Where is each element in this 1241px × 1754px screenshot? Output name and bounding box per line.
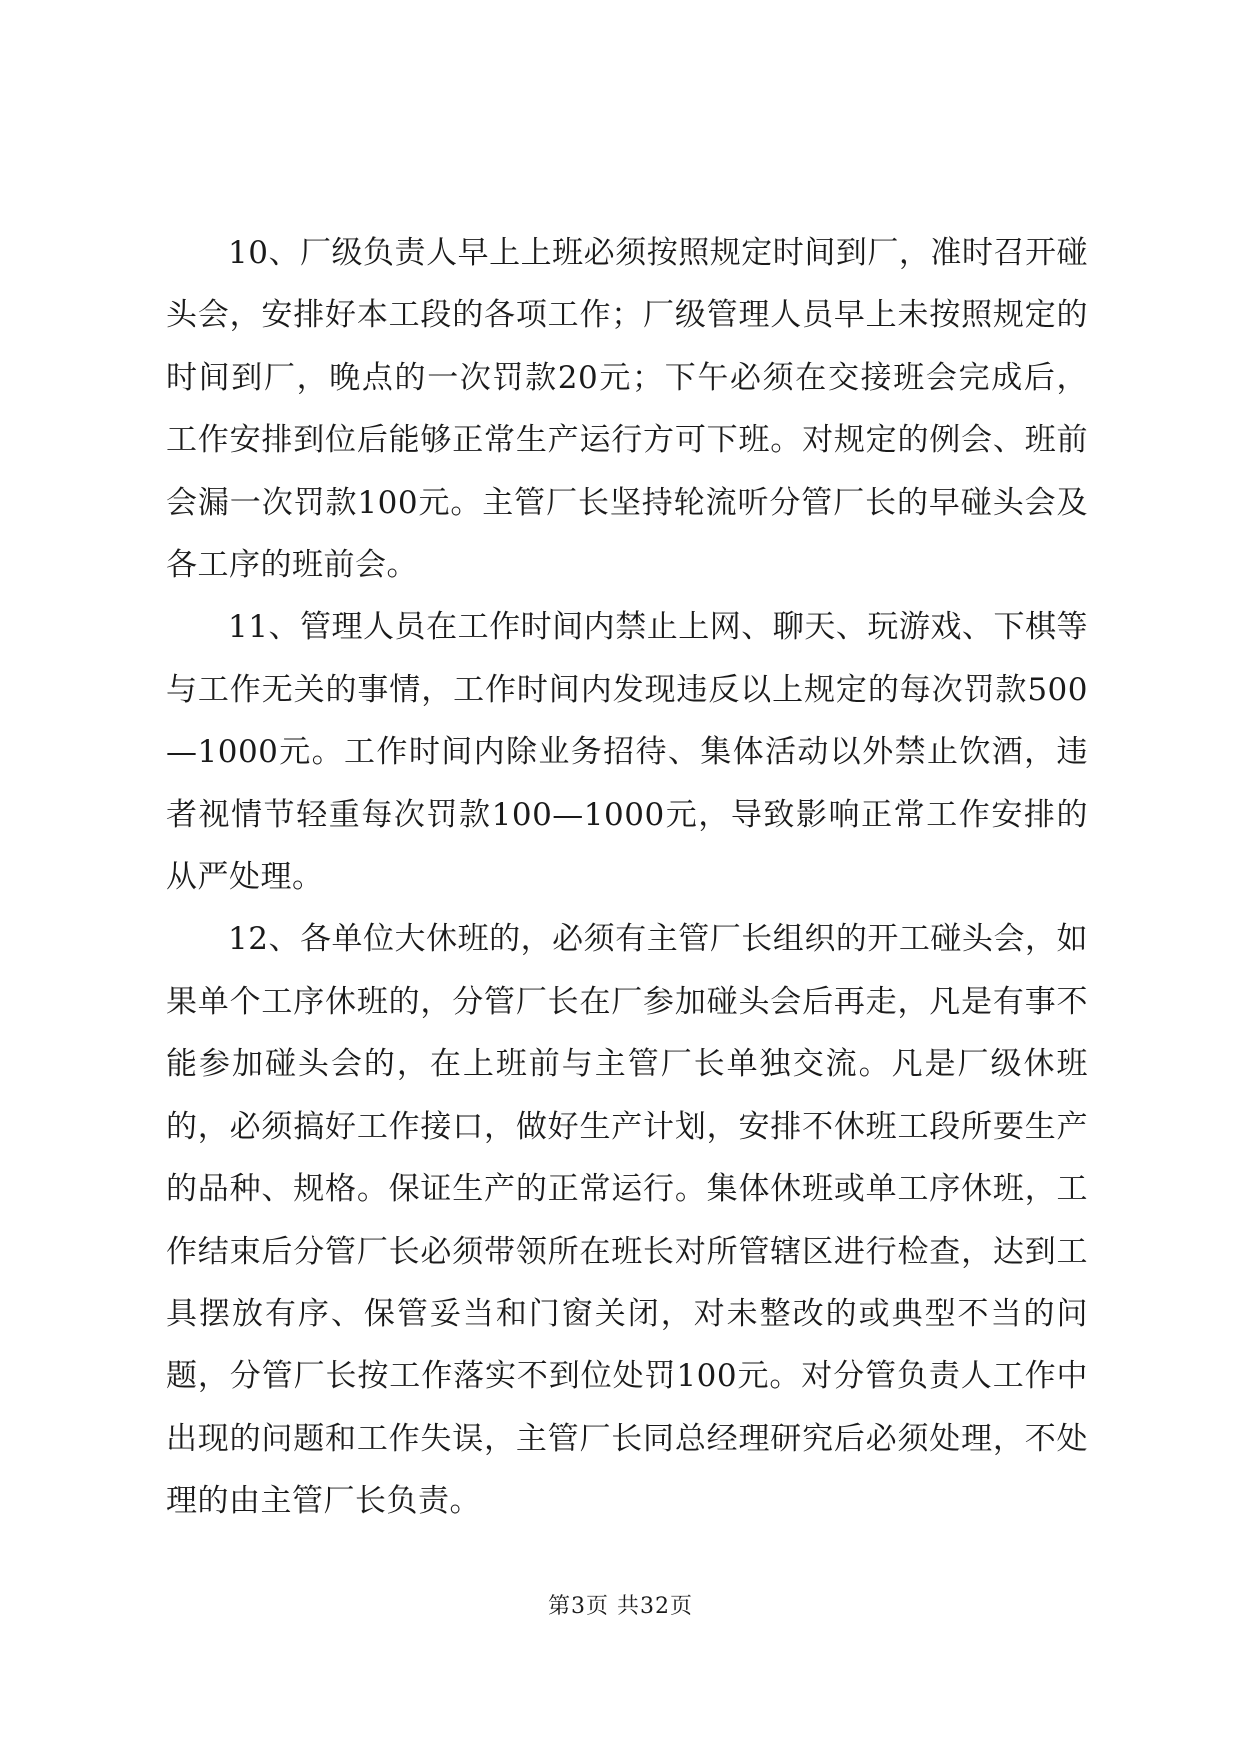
- page-number-label: 第3页 共32页: [548, 1594, 693, 1619]
- paragraph-11: 11、管理人员在工作时间内禁止上网、聊天、玩游戏、下棋等与工作无关的事情，工作时间内发现违反以上规定的每次罚款500—1000元。工作时间内除业务招待、集体活动以外禁止饮酒，违者视情节轻重每次罚款100—1000元，导致影响正常工作安排的从严处理。: [166, 609, 1088, 896]
- paragraph-12: 12、各单位大休班的，必须有主管厂长组织的开工碰头会，如果单个工序休班的，分管厂长在厂参加碰头会后再走，凡是有事不能参加碰头会的，在上班前与主管厂长单独交流。凡是厂级休班的，必须搞好工作接口，做好生产计划，安排不休班工段所要生产的品种、规格。保证生产的正常运行。集体休班或单工序休班，工作结束后分管厂长必须带领所在班长对所管辖区进行检查，达到工具摆放有序、保管妥当和门窗关闭，对未整改的或典型不当的问题，分管厂长按工作落实不到位处罚100元。对分管负责人工作中出现的问题和工作失误，主管厂长同总经理研究后必须处理，不处理的由主管厂长负责。: [166, 921, 1088, 1520]
- paragraph-10: 10、厂级负责人早上上班必须按照规定时间到厂，准时召开碰头会，安排好本工段的各项工作；厂级管理人员早上未按照规定的时间到厂，晚点的一次罚款20元；下午必须在交接班会完成后，工作安排到位后能够正常生产运行方可下班。对规定的例会、班前会漏一次罚款100元。主管厂长坚持轮流听分管厂长的早碰头会及各工序的班前会。: [166, 235, 1088, 584]
- page-footer: [0, 1592, 1241, 1622]
- body-text: [166, 222, 1088, 1533]
